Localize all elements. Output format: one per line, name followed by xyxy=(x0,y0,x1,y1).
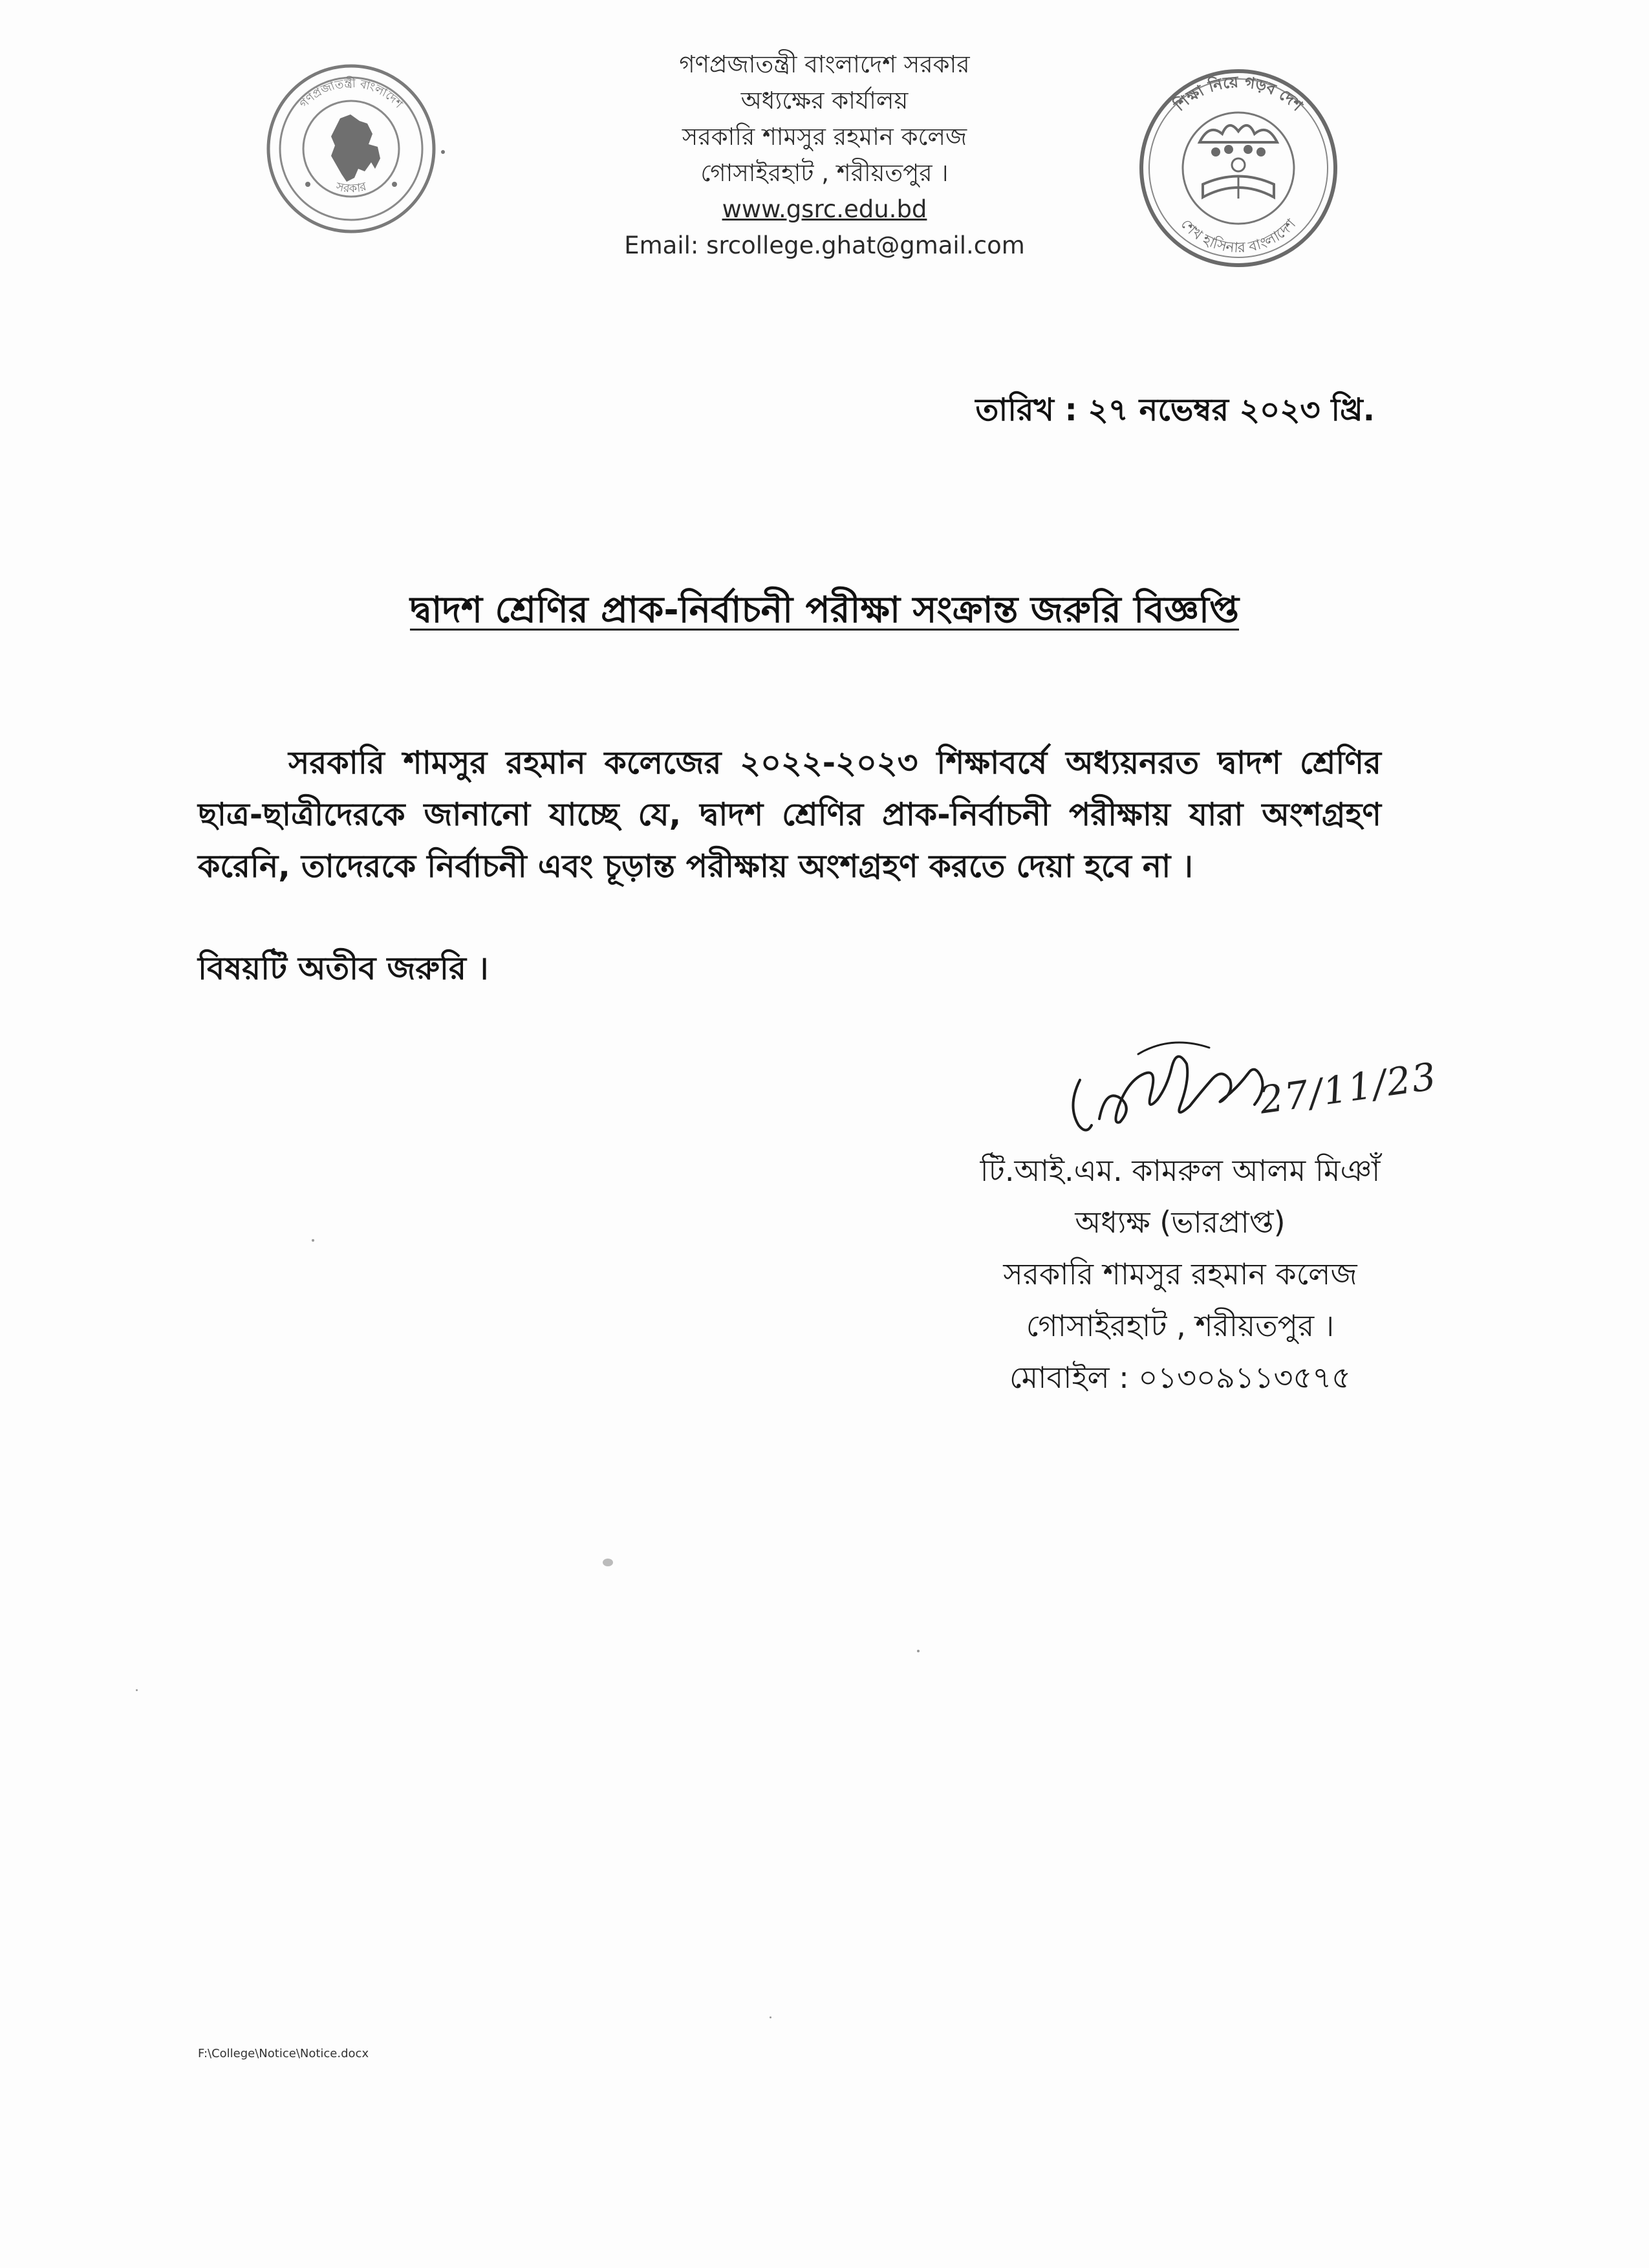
seal-bottom-text: সরকার xyxy=(334,179,368,196)
notice-title-text: দ্বাদশ শ্রেণির প্রাক-নির্বাচনী পরীক্ষা সংক্রান্ত জরুরি বিজ্ঞপ্তি xyxy=(409,589,1240,631)
letterhead-address: গোসাইরহাট , শরীয়তপুর । xyxy=(700,159,949,187)
education-emblem-icon xyxy=(1132,61,1345,275)
notice-closing: বিষয়টি অতীব জরুরি । xyxy=(198,950,489,987)
letterhead xyxy=(0,47,1649,264)
emblem-top-text: শিক্ষা নিয়ে গড়ব দেশ xyxy=(1170,72,1306,115)
signatory-designation: অধ্যক্ষ (ভারপ্রাপ্ত) xyxy=(1075,1205,1286,1240)
signatory-institution: সরকারি শামসুর রহমান কলেজ xyxy=(1003,1257,1357,1291)
letterhead-college: সরকারি শামসুর রহমান কলেজ xyxy=(682,123,967,151)
notice-date: তারিখ : ২৭ নভেম্বর ২০২৩ খ্রি. xyxy=(975,392,1375,428)
scan-speck xyxy=(136,1689,138,1691)
scan-speck xyxy=(917,1650,920,1652)
svg-text:শেখ হাসিনার বাংলাদেশ xyxy=(1178,216,1300,257)
notice-title xyxy=(0,582,1649,643)
seal-ring-text: গণপ্রজাতন্ত্রী বাংলাদেশ xyxy=(297,76,405,111)
emblem-bottom-text: শেখ হাসিনার বাংলাদেশ xyxy=(1177,216,1300,257)
signatory-name: টি.আই.এম. কামরুল আলম মিঞাঁ xyxy=(980,1153,1381,1188)
scan-speck xyxy=(312,1239,314,1242)
letterhead-office: অধ্যক্ষের কার্যালয় xyxy=(740,87,909,114)
scan-speck xyxy=(603,1559,613,1566)
letterhead-government: গণপ্রজাতন্ত্রী বাংলাদেশ সরকার xyxy=(679,50,970,78)
website-link[interactable]: www.gsrc.edu.bd xyxy=(722,195,927,223)
scan-speck xyxy=(770,2016,771,2018)
email-text: Email: srcollege.ghat@gmail.com xyxy=(624,232,1025,259)
notice-body: সরকারি শামসুর রহমান কলেজের ২০২২-২০২৩ শিক্ষাবর্ষে অধ্যয়নরত দ্বাদশ শ্রেণির ছাত্র-ছাত্রীদেরকে জানানো যাচ্ছে যে, দ্বাদশ শ্রেণির প্রাক-নির্বাচনী পরীক্ষায় যারা অংশগ্রহণ করেনি, তাদেরকে নির্বাচনী এবং চূড়ান্ত পরীক্ষায় অংশগ্রহণ করতে দেয়া হবে না । xyxy=(198,744,1381,885)
signature-date: 27/11/23 xyxy=(1256,1053,1440,1123)
signatory-address: গোসাইরহাট , শরীয়তপুর । xyxy=(1026,1308,1335,1343)
footer-file-path: F:\College\Notice\Notice.docx xyxy=(198,2047,369,2060)
signatory-mobile: মোবাইল : ০১৩০৯১১৩৫৭৫ xyxy=(1009,1360,1352,1395)
signatory-block xyxy=(899,1145,1461,1403)
